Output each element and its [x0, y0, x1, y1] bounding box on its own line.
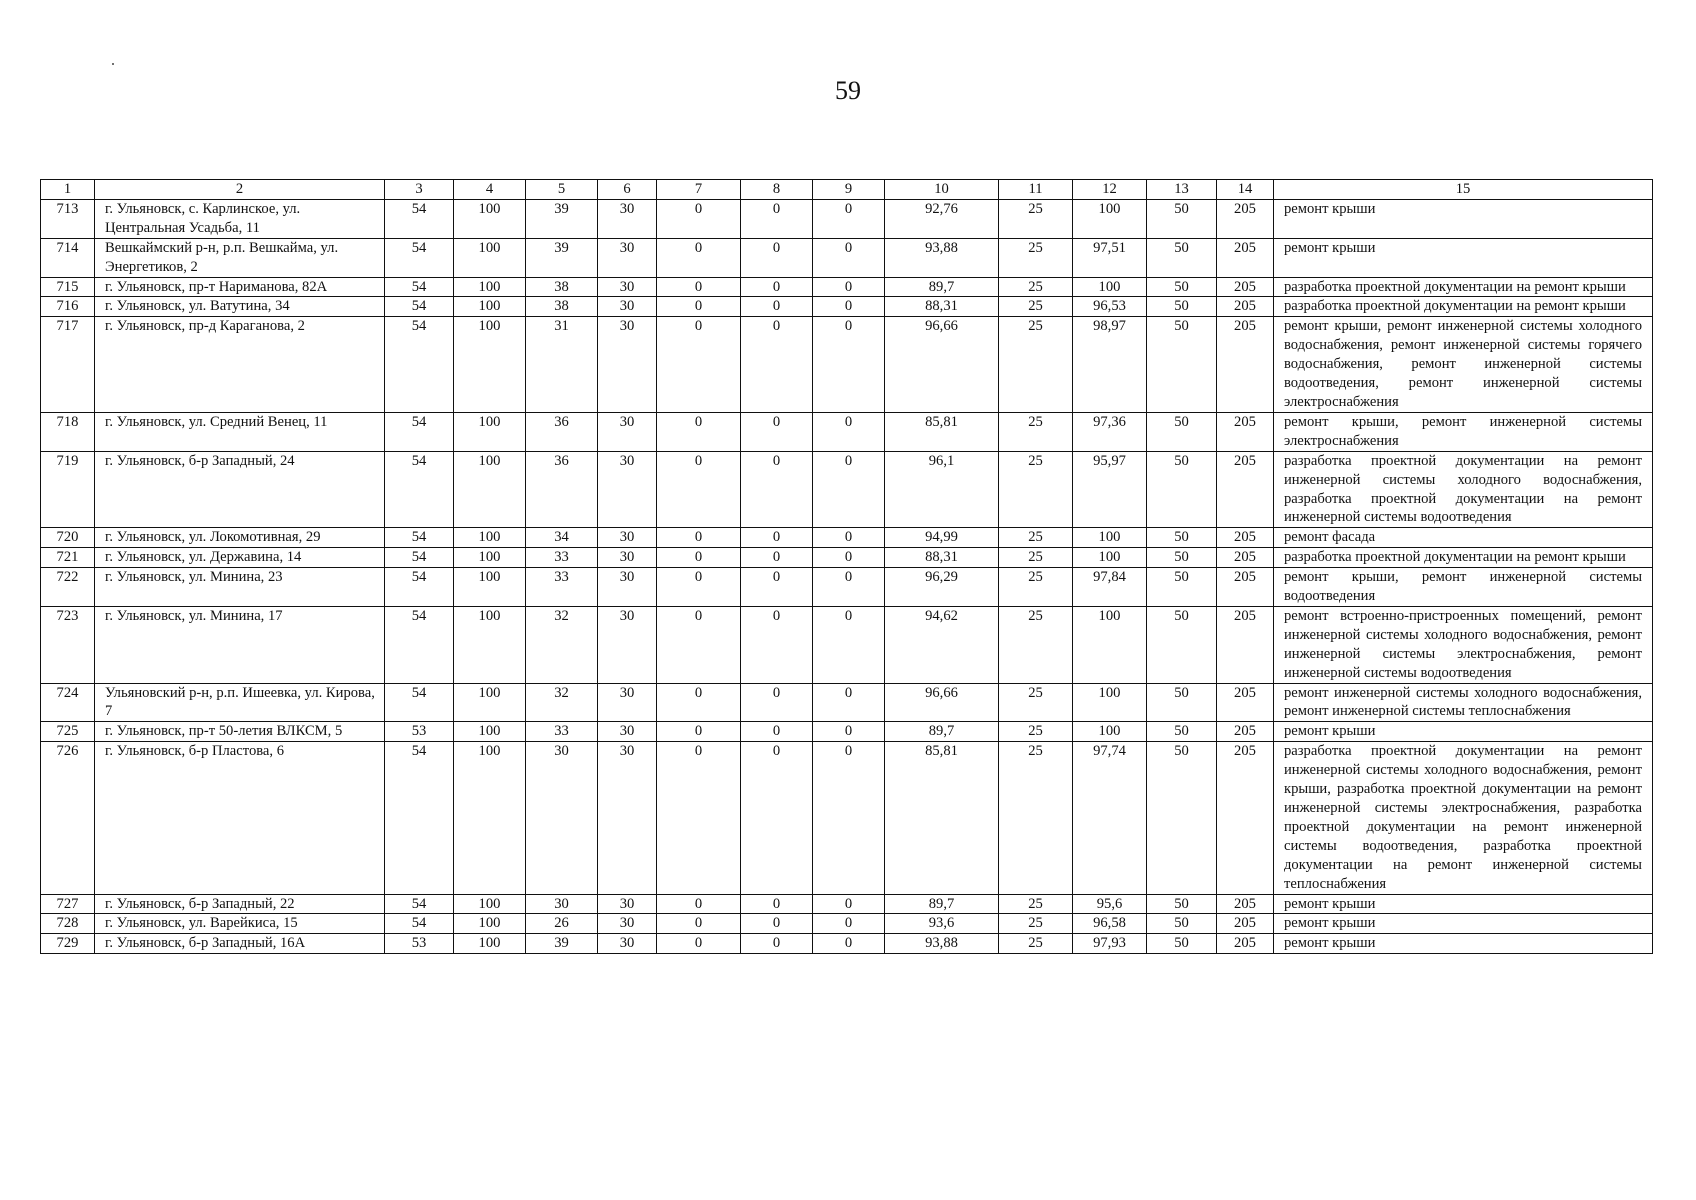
- col7-cell: 0: [657, 199, 741, 238]
- table-row: [41, 199, 1653, 238]
- table-row: [41, 528, 1653, 548]
- col13-cell: 50: [1147, 722, 1217, 742]
- col14-cell: 205: [1217, 528, 1274, 548]
- col5-cell: 31: [526, 317, 598, 413]
- col14-cell: 205: [1217, 238, 1274, 277]
- col5-cell: 32: [526, 606, 598, 683]
- column-header-5: 5: [526, 180, 598, 200]
- col4-cell: 100: [454, 297, 526, 317]
- column-header-14: 14: [1217, 180, 1274, 200]
- col5-cell: 33: [526, 568, 598, 607]
- row-number: 727: [41, 894, 95, 914]
- col10-cell: 88,31: [885, 297, 999, 317]
- works-cell: ремонт крыши: [1274, 238, 1653, 277]
- row-number: 719: [41, 451, 95, 528]
- table-row: [41, 683, 1653, 722]
- col14-cell: 205: [1217, 412, 1274, 451]
- row-number: 722: [41, 568, 95, 607]
- table-row: [41, 297, 1653, 317]
- col14-cell: 205: [1217, 451, 1274, 528]
- col8-cell: 0: [741, 914, 813, 934]
- col11-cell: 25: [999, 934, 1073, 954]
- col7-cell: 0: [657, 568, 741, 607]
- col9-cell: 0: [813, 528, 885, 548]
- col8-cell: 0: [741, 528, 813, 548]
- col14-cell: 205: [1217, 894, 1274, 914]
- address-cell: г. Ульяновск, ул. Локомотивная, 29: [95, 528, 385, 548]
- address-cell: г. Ульяновск, б-р Западный, 16А: [95, 934, 385, 954]
- col11-cell: 25: [999, 317, 1073, 413]
- table-row: [41, 934, 1653, 954]
- address-cell: г. Ульяновск, б-р Пластова, 6: [95, 742, 385, 894]
- housing-repair-table: [40, 179, 1653, 954]
- col3-cell: 54: [385, 317, 454, 413]
- works-cell: ремонт крыши: [1274, 722, 1653, 742]
- column-header-9: 9: [813, 180, 885, 200]
- page-number: 59: [835, 76, 861, 105]
- col6-cell: 30: [598, 277, 657, 297]
- col7-cell: 0: [657, 238, 741, 277]
- col6-cell: 30: [598, 199, 657, 238]
- col9-cell: 0: [813, 742, 885, 894]
- col7-cell: 0: [657, 277, 741, 297]
- col13-cell: 50: [1147, 568, 1217, 607]
- col4-cell: 100: [454, 568, 526, 607]
- col12-cell: 96,53: [1073, 297, 1147, 317]
- address-cell: Вешкаймский р-н, р.п. Вешкайма, ул. Энергетиков, 2: [95, 238, 385, 277]
- works-cell: ремонт крыши: [1274, 894, 1653, 914]
- col9-cell: 0: [813, 914, 885, 934]
- col5-cell: 39: [526, 238, 598, 277]
- col7-cell: 0: [657, 451, 741, 528]
- col13-cell: 50: [1147, 277, 1217, 297]
- works-cell: разработка проектной документации на ремонт крыши: [1274, 548, 1653, 568]
- col11-cell: 25: [999, 568, 1073, 607]
- col3-cell: 54: [385, 683, 454, 722]
- col9-cell: 0: [813, 277, 885, 297]
- col12-cell: 98,97: [1073, 317, 1147, 413]
- col6-cell: 30: [598, 722, 657, 742]
- col12-cell: 97,74: [1073, 742, 1147, 894]
- col12-cell: 97,84: [1073, 568, 1147, 607]
- col8-cell: 0: [741, 683, 813, 722]
- col3-cell: 54: [385, 412, 454, 451]
- col14-cell: 205: [1217, 934, 1274, 954]
- col13-cell: 50: [1147, 606, 1217, 683]
- table-row: [41, 548, 1653, 568]
- column-header-7: 7: [657, 180, 741, 200]
- col6-cell: 30: [598, 683, 657, 722]
- col13-cell: 50: [1147, 412, 1217, 451]
- col12-cell: 100: [1073, 548, 1147, 568]
- col5-cell: 33: [526, 722, 598, 742]
- col9-cell: 0: [813, 412, 885, 451]
- row-number: 725: [41, 722, 95, 742]
- col6-cell: 30: [598, 451, 657, 528]
- address-cell: г. Ульяновск, б-р Западный, 22: [95, 894, 385, 914]
- col4-cell: 100: [454, 412, 526, 451]
- table-row: [41, 238, 1653, 277]
- table-row: [41, 317, 1653, 413]
- column-header-10: 10: [885, 180, 999, 200]
- works-cell: ремонт крыши, ремонт инженерной системы электроснабжения: [1274, 412, 1653, 451]
- col10-cell: 93,88: [885, 238, 999, 277]
- col7-cell: 0: [657, 412, 741, 451]
- col3-cell: 54: [385, 528, 454, 548]
- col7-cell: 0: [657, 297, 741, 317]
- col12-cell: 100: [1073, 683, 1147, 722]
- address-cell: г. Ульяновск, ул. Минина, 23: [95, 568, 385, 607]
- column-header-3: 3: [385, 180, 454, 200]
- col10-cell: 94,99: [885, 528, 999, 548]
- row-number: 715: [41, 277, 95, 297]
- col9-cell: 0: [813, 548, 885, 568]
- col10-cell: 85,81: [885, 742, 999, 894]
- table-row: [41, 606, 1653, 683]
- col12-cell: 100: [1073, 199, 1147, 238]
- col14-cell: 205: [1217, 742, 1274, 894]
- col7-cell: 0: [657, 528, 741, 548]
- col8-cell: 0: [741, 451, 813, 528]
- col13-cell: 50: [1147, 199, 1217, 238]
- row-number: 713: [41, 199, 95, 238]
- column-header-6: 6: [598, 180, 657, 200]
- col4-cell: 100: [454, 914, 526, 934]
- col11-cell: 25: [999, 528, 1073, 548]
- col6-cell: 30: [598, 238, 657, 277]
- address-cell: г. Ульяновск, ул. Державина, 14: [95, 548, 385, 568]
- col7-cell: 0: [657, 606, 741, 683]
- col10-cell: 88,31: [885, 548, 999, 568]
- col13-cell: 50: [1147, 317, 1217, 413]
- col4-cell: 100: [454, 199, 526, 238]
- row-number: 721: [41, 548, 95, 568]
- works-cell: ремонт крыши, ремонт инженерной системы водоотведения: [1274, 568, 1653, 607]
- col5-cell: 39: [526, 934, 598, 954]
- col3-cell: 54: [385, 451, 454, 528]
- works-cell: разработка проектной документации на ремонт крыши: [1274, 297, 1653, 317]
- col13-cell: 50: [1147, 742, 1217, 894]
- col8-cell: 0: [741, 722, 813, 742]
- col6-cell: 30: [598, 317, 657, 413]
- col10-cell: 85,81: [885, 412, 999, 451]
- col11-cell: 25: [999, 722, 1073, 742]
- col4-cell: 100: [454, 548, 526, 568]
- col12-cell: 97,36: [1073, 412, 1147, 451]
- row-number: 723: [41, 606, 95, 683]
- col3-cell: 54: [385, 568, 454, 607]
- address-cell: г. Ульяновск, ул. Средний Венец, 11: [95, 412, 385, 451]
- column-header-12: 12: [1073, 180, 1147, 200]
- col3-cell: 54: [385, 297, 454, 317]
- col13-cell: 50: [1147, 914, 1217, 934]
- col9-cell: 0: [813, 568, 885, 607]
- col3-cell: 54: [385, 742, 454, 894]
- col5-cell: 33: [526, 548, 598, 568]
- address-cell: Ульяновский р-н, р.п. Ишеевка, ул. Кирова, 7: [95, 683, 385, 722]
- col8-cell: 0: [741, 317, 813, 413]
- col9-cell: 0: [813, 934, 885, 954]
- col7-cell: 0: [657, 683, 741, 722]
- col3-cell: 53: [385, 934, 454, 954]
- col13-cell: 50: [1147, 683, 1217, 722]
- col13-cell: 50: [1147, 238, 1217, 277]
- col11-cell: 25: [999, 238, 1073, 277]
- col7-cell: 0: [657, 548, 741, 568]
- col3-cell: 54: [385, 606, 454, 683]
- col12-cell: 100: [1073, 606, 1147, 683]
- col13-cell: 50: [1147, 894, 1217, 914]
- table-row: [41, 914, 1653, 934]
- table-row: [41, 451, 1653, 528]
- works-cell: ремонт крыши: [1274, 914, 1653, 934]
- col5-cell: 30: [526, 894, 598, 914]
- col7-cell: 0: [657, 722, 741, 742]
- address-cell: г. Ульяновск, ул. Минина, 17: [95, 606, 385, 683]
- col8-cell: 0: [741, 934, 813, 954]
- col11-cell: 25: [999, 742, 1073, 894]
- works-cell: разработка проектной документации на ремонт крыши: [1274, 277, 1653, 297]
- col4-cell: 100: [454, 317, 526, 413]
- col14-cell: 205: [1217, 317, 1274, 413]
- col10-cell: 93,6: [885, 914, 999, 934]
- column-header-4: 4: [454, 180, 526, 200]
- col14-cell: 205: [1217, 548, 1274, 568]
- col9-cell: 0: [813, 317, 885, 413]
- col11-cell: 25: [999, 683, 1073, 722]
- col14-cell: 205: [1217, 606, 1274, 683]
- col10-cell: 96,66: [885, 317, 999, 413]
- col14-cell: 205: [1217, 568, 1274, 607]
- col12-cell: 97,51: [1073, 238, 1147, 277]
- col6-cell: 30: [598, 297, 657, 317]
- col11-cell: 25: [999, 894, 1073, 914]
- col14-cell: 205: [1217, 277, 1274, 297]
- col13-cell: 50: [1147, 934, 1217, 954]
- col6-cell: 30: [598, 606, 657, 683]
- table-header-row: [41, 180, 1653, 200]
- col5-cell: 30: [526, 742, 598, 894]
- col12-cell: 100: [1073, 277, 1147, 297]
- col11-cell: 25: [999, 451, 1073, 528]
- col10-cell: 92,76: [885, 199, 999, 238]
- col12-cell: 97,93: [1073, 934, 1147, 954]
- col6-cell: 30: [598, 548, 657, 568]
- col6-cell: 30: [598, 568, 657, 607]
- col5-cell: 36: [526, 412, 598, 451]
- table-row: [41, 722, 1653, 742]
- col11-cell: 25: [999, 199, 1073, 238]
- works-cell: ремонт фасада: [1274, 528, 1653, 548]
- col4-cell: 100: [454, 238, 526, 277]
- col9-cell: 0: [813, 199, 885, 238]
- address-cell: г. Ульяновск, ул. Варейкиса, 15: [95, 914, 385, 934]
- col5-cell: 36: [526, 451, 598, 528]
- col4-cell: 100: [454, 528, 526, 548]
- col4-cell: 100: [454, 451, 526, 528]
- col6-cell: 30: [598, 528, 657, 548]
- column-header-1: 1: [41, 180, 95, 200]
- col11-cell: 25: [999, 297, 1073, 317]
- col10-cell: 96,66: [885, 683, 999, 722]
- col4-cell: 100: [454, 606, 526, 683]
- col10-cell: 94,62: [885, 606, 999, 683]
- address-cell: г. Ульяновск, б-р Западный, 24: [95, 451, 385, 528]
- col14-cell: 205: [1217, 683, 1274, 722]
- col13-cell: 50: [1147, 548, 1217, 568]
- col4-cell: 100: [454, 742, 526, 894]
- works-cell: ремонт крыши: [1274, 199, 1653, 238]
- col8-cell: 0: [741, 199, 813, 238]
- col8-cell: 0: [741, 606, 813, 683]
- column-header-8: 8: [741, 180, 813, 200]
- col7-cell: 0: [657, 934, 741, 954]
- col14-cell: 205: [1217, 199, 1274, 238]
- row-number: 718: [41, 412, 95, 451]
- address-cell: г. Ульяновск, пр-т Нариманова, 82А: [95, 277, 385, 297]
- col12-cell: 95,6: [1073, 894, 1147, 914]
- column-header-15: 15: [1274, 180, 1653, 200]
- col13-cell: 50: [1147, 528, 1217, 548]
- table-row: [41, 568, 1653, 607]
- scan-speck: [112, 63, 114, 65]
- col10-cell: 93,88: [885, 934, 999, 954]
- col6-cell: 30: [598, 412, 657, 451]
- col12-cell: 100: [1073, 528, 1147, 548]
- col5-cell: 39: [526, 199, 598, 238]
- col9-cell: 0: [813, 683, 885, 722]
- col3-cell: 53: [385, 722, 454, 742]
- col11-cell: 25: [999, 914, 1073, 934]
- works-cell: ремонт инженерной системы холодного водоснабжения, ремонт инженерной системы теплоснабжения: [1274, 683, 1653, 722]
- col3-cell: 54: [385, 277, 454, 297]
- col9-cell: 0: [813, 238, 885, 277]
- col9-cell: 0: [813, 451, 885, 528]
- row-number: 729: [41, 934, 95, 954]
- table-row: [41, 412, 1653, 451]
- col12-cell: 100: [1073, 722, 1147, 742]
- row-number: 726: [41, 742, 95, 894]
- col11-cell: 25: [999, 277, 1073, 297]
- address-cell: г. Ульяновск, ул. Ватутина, 34: [95, 297, 385, 317]
- col3-cell: 54: [385, 199, 454, 238]
- col12-cell: 96,58: [1073, 914, 1147, 934]
- address-cell: г. Ульяновск, с. Карлинское, ул. Центральная Усадьба, 11: [95, 199, 385, 238]
- col11-cell: 25: [999, 606, 1073, 683]
- works-cell: ремонт крыши, ремонт инженерной системы холодного водоснабжения, ремонт инженерной системы горячего водоснабжения, ремонт инженерной системы водоотведения, ремонт инженерной системы электроснабжения: [1274, 317, 1653, 413]
- col13-cell: 50: [1147, 297, 1217, 317]
- col13-cell: 50: [1147, 451, 1217, 528]
- col8-cell: 0: [741, 412, 813, 451]
- col6-cell: 30: [598, 914, 657, 934]
- col3-cell: 54: [385, 914, 454, 934]
- col9-cell: 0: [813, 894, 885, 914]
- col7-cell: 0: [657, 317, 741, 413]
- col6-cell: 30: [598, 934, 657, 954]
- col4-cell: 100: [454, 722, 526, 742]
- column-header-13: 13: [1147, 180, 1217, 200]
- address-cell: г. Ульяновск, пр-д Караганова, 2: [95, 317, 385, 413]
- row-number: 714: [41, 238, 95, 277]
- col4-cell: 100: [454, 683, 526, 722]
- col6-cell: 30: [598, 894, 657, 914]
- row-number: 720: [41, 528, 95, 548]
- col4-cell: 100: [454, 894, 526, 914]
- col11-cell: 25: [999, 412, 1073, 451]
- col8-cell: 0: [741, 568, 813, 607]
- row-number: 728: [41, 914, 95, 934]
- col8-cell: 0: [741, 548, 813, 568]
- col8-cell: 0: [741, 297, 813, 317]
- col11-cell: 25: [999, 548, 1073, 568]
- col6-cell: 30: [598, 742, 657, 894]
- works-cell: разработка проектной документации на ремонт инженерной системы холодного водоснабжения, разработка проектной документации на ремонт инженерной системы водоотведения: [1274, 451, 1653, 528]
- col10-cell: 89,7: [885, 894, 999, 914]
- col9-cell: 0: [813, 297, 885, 317]
- col9-cell: 0: [813, 722, 885, 742]
- col10-cell: 96,1: [885, 451, 999, 528]
- column-header-2: 2: [95, 180, 385, 200]
- col10-cell: 96,29: [885, 568, 999, 607]
- table-row: [41, 894, 1653, 914]
- col7-cell: 0: [657, 894, 741, 914]
- table-row: [41, 277, 1653, 297]
- col4-cell: 100: [454, 934, 526, 954]
- col5-cell: 34: [526, 528, 598, 548]
- col14-cell: 205: [1217, 297, 1274, 317]
- col3-cell: 54: [385, 238, 454, 277]
- col10-cell: 89,7: [885, 277, 999, 297]
- address-cell: г. Ульяновск, пр-т 50-летия ВЛКСМ, 5: [95, 722, 385, 742]
- col3-cell: 54: [385, 894, 454, 914]
- works-cell: ремонт крыши: [1274, 934, 1653, 954]
- col8-cell: 0: [741, 894, 813, 914]
- works-cell: разработка проектной документации на ремонт инженерной системы холодного водоснабжения, ремонт крыши, разработка проектной документации на ремонт инженерной системы электроснабжения, разработка проектной документации на ремонт инженерной системы водоотведения, разработка проектной документации на ремонт инженерной системы теплоснабжения: [1274, 742, 1653, 894]
- col9-cell: 0: [813, 606, 885, 683]
- col7-cell: 0: [657, 742, 741, 894]
- works-cell: ремонт встроенно-пристроенных помещений, ремонт инженерной системы холодного водоснабжения, ремонт инженерной системы электроснабжения, ремонт инженерной системы водоотведения: [1274, 606, 1653, 683]
- col14-cell: 205: [1217, 722, 1274, 742]
- row-number: 724: [41, 683, 95, 722]
- col5-cell: 32: [526, 683, 598, 722]
- column-header-11: 11: [999, 180, 1073, 200]
- table-row: [41, 742, 1653, 894]
- col3-cell: 54: [385, 548, 454, 568]
- col5-cell: 26: [526, 914, 598, 934]
- col8-cell: 0: [741, 238, 813, 277]
- col8-cell: 0: [741, 277, 813, 297]
- col5-cell: 38: [526, 277, 598, 297]
- row-number: 717: [41, 317, 95, 413]
- col14-cell: 205: [1217, 914, 1274, 934]
- col10-cell: 89,7: [885, 722, 999, 742]
- col7-cell: 0: [657, 914, 741, 934]
- row-number: 716: [41, 297, 95, 317]
- col5-cell: 38: [526, 297, 598, 317]
- col4-cell: 100: [454, 277, 526, 297]
- col8-cell: 0: [741, 742, 813, 894]
- col12-cell: 95,97: [1073, 451, 1147, 528]
